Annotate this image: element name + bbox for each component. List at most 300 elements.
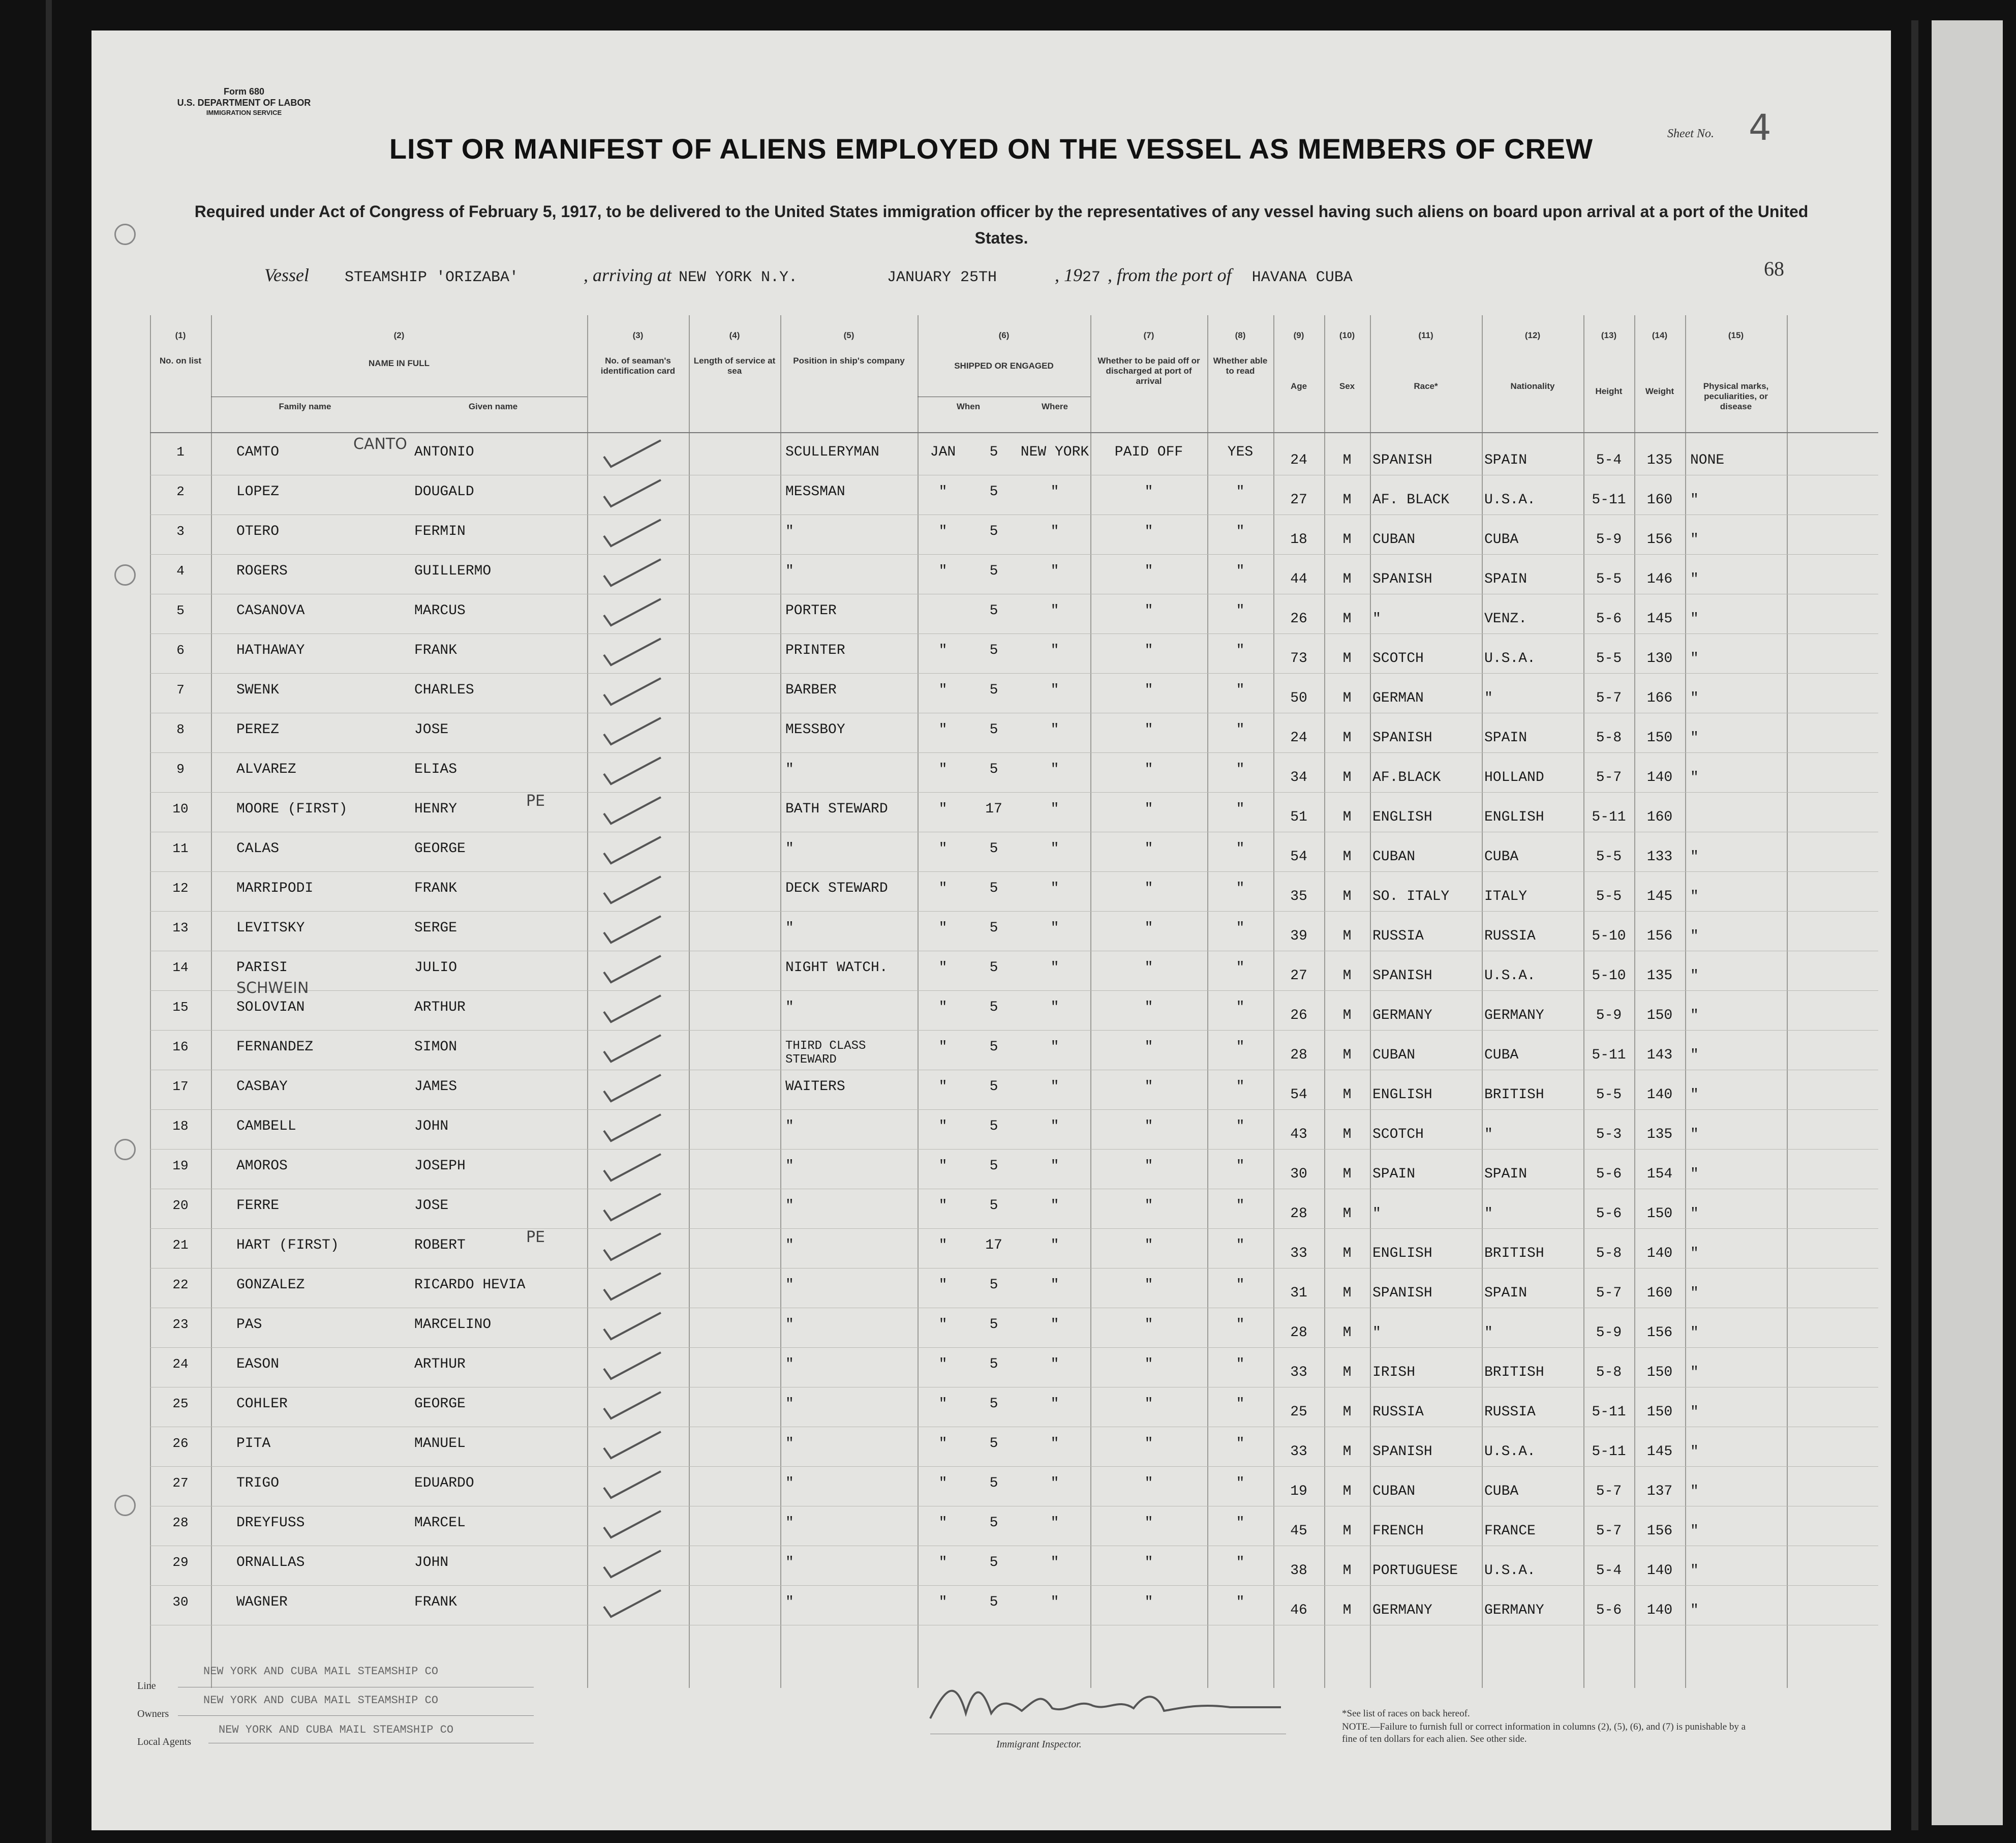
handwritten-annotation: PE — [526, 1228, 545, 1246]
position: " — [785, 524, 794, 539]
physical-marks: " — [1690, 928, 1699, 944]
check-mark — [600, 1586, 671, 1622]
shipped-where: " — [1050, 1594, 1059, 1610]
position: " — [785, 762, 794, 777]
check-mark — [600, 872, 671, 908]
shipped-where: " — [1050, 563, 1059, 579]
age: 26 — [1290, 611, 1307, 627]
paid-off: " — [1144, 1515, 1153, 1531]
handwritten-annotation: SCHWEIN — [236, 979, 309, 997]
paid-off: " — [1144, 762, 1153, 777]
position: " — [785, 1277, 794, 1293]
check-mark — [600, 1547, 671, 1582]
given-name: CHARLES — [414, 682, 474, 698]
family-name: ALVAREZ — [236, 762, 296, 777]
age: 33 — [1290, 1365, 1307, 1380]
shipped-month: " — [938, 762, 948, 777]
paid-off: " — [1144, 1237, 1153, 1253]
row-number: 1 — [176, 444, 185, 460]
paid-off: " — [1144, 563, 1153, 579]
family-name: PITA — [236, 1436, 271, 1452]
column-rule — [780, 315, 781, 1688]
shipped-month: " — [938, 1515, 948, 1531]
check-mark — [600, 1150, 671, 1186]
shipped-where: " — [1050, 1396, 1059, 1412]
age: 45 — [1290, 1523, 1307, 1539]
height: 5-5 — [1596, 1087, 1622, 1103]
inspector-label: Immigrant Inspector. — [996, 1739, 1082, 1750]
height: 5-11 — [1592, 1047, 1626, 1063]
shipped-month: " — [938, 524, 948, 539]
given-name: SIMON — [414, 1039, 457, 1055]
nationality: U.S.A. — [1484, 1444, 1536, 1460]
shipped-month: " — [938, 1436, 948, 1452]
paid-off: " — [1144, 1277, 1153, 1293]
age: 27 — [1290, 968, 1307, 984]
nationality: CUBA — [1484, 849, 1519, 865]
check-mark — [600, 912, 671, 948]
shipped-day: 5 — [989, 722, 998, 738]
column-header: Age — [1290, 381, 1307, 391]
shipped-day: 5 — [989, 960, 998, 976]
column-number: (7) — [1143, 330, 1154, 340]
table-row-rule — [150, 1228, 1878, 1229]
column-header: Nationality — [1510, 381, 1555, 391]
column-number: (14) — [1652, 330, 1668, 340]
paid-off: " — [1144, 1555, 1153, 1570]
sheet-label: Sheet No. — [1667, 127, 1714, 140]
year-prefix: , 19 — [1055, 265, 1082, 285]
check-mark — [600, 1190, 671, 1225]
shipped-month: " — [938, 841, 948, 857]
nationality: CUBA — [1484, 1484, 1519, 1499]
weight: 145 — [1646, 1444, 1673, 1460]
given-name: JULIO — [414, 960, 457, 976]
height: 5-7 — [1596, 1523, 1622, 1539]
row-number: 26 — [172, 1436, 189, 1451]
race: GERMAN — [1372, 690, 1424, 706]
sex: M — [1342, 1365, 1352, 1380]
row-number: 30 — [172, 1594, 189, 1610]
age: 54 — [1290, 1087, 1307, 1103]
row-number: 13 — [172, 920, 189, 935]
race: SPANISH — [1372, 571, 1432, 587]
paid-off: " — [1144, 960, 1153, 976]
check-mark — [600, 753, 671, 789]
sex: M — [1342, 1206, 1352, 1222]
shipped-where: " — [1050, 603, 1059, 619]
shipped-where: " — [1050, 1158, 1059, 1174]
nationality: FRANCE — [1484, 1523, 1536, 1539]
age: 25 — [1290, 1404, 1307, 1420]
column-header: Length of service at sea — [693, 356, 776, 376]
weight: 156 — [1646, 532, 1673, 548]
weight: 145 — [1646, 889, 1673, 904]
shipped-month: " — [938, 1237, 948, 1253]
position: " — [785, 1000, 794, 1015]
age: 39 — [1290, 928, 1307, 944]
position: " — [785, 1198, 794, 1214]
given-name: GEORGE — [414, 841, 466, 857]
paid-off: " — [1144, 1000, 1153, 1015]
sex: M — [1342, 730, 1352, 746]
height: 5-11 — [1592, 492, 1626, 508]
page-title: LIST OR MANIFEST OF ALIENS EMPLOYED ON THE VESSEL AS MEMBERS OF CREW — [389, 133, 1594, 165]
height: 5-5 — [1596, 849, 1622, 865]
physical-marks: " — [1690, 571, 1699, 587]
position: " — [785, 841, 794, 857]
company-stamp: NEW YORK AND CUBA MAIL STEAMSHIP CO — [203, 1694, 439, 1707]
shipped-month: " — [938, 960, 948, 976]
shipped-day: 5 — [989, 563, 998, 579]
age: 33 — [1290, 1444, 1307, 1460]
row-number: 14 — [172, 960, 189, 975]
races-note: *See list of races on back hereof. — [1342, 1708, 1470, 1719]
check-mark — [600, 952, 671, 987]
shipped-day: 5 — [989, 1158, 998, 1174]
height: 5-7 — [1596, 1484, 1622, 1499]
height: 5-9 — [1596, 1008, 1622, 1023]
column-subheader: Where — [1042, 402, 1068, 411]
sex: M — [1342, 1087, 1352, 1103]
sex: M — [1342, 1325, 1352, 1341]
column-rule — [1207, 315, 1208, 1688]
family-name: ORNALLAS — [236, 1555, 305, 1570]
position: WAITERS — [785, 1079, 845, 1095]
check-mark — [600, 1467, 671, 1503]
sex: M — [1342, 1484, 1352, 1499]
race: " — [1372, 1325, 1381, 1341]
row-number: 27 — [172, 1475, 189, 1491]
position: BARBER — [785, 682, 837, 698]
physical-marks: " — [1690, 1127, 1699, 1142]
sheet-number: 4 — [1749, 107, 1771, 148]
position: MESSBOY — [785, 722, 845, 738]
row-number: 5 — [176, 603, 185, 618]
age: 50 — [1290, 690, 1307, 706]
column-header: Race* — [1414, 381, 1438, 391]
physical-marks: " — [1690, 889, 1699, 904]
race: CUBAN — [1372, 1484, 1416, 1499]
shipped-month: " — [938, 920, 948, 936]
given-name: FRANK — [414, 1594, 457, 1610]
height: 5-6 — [1596, 1166, 1622, 1182]
race: FRENCH — [1372, 1523, 1424, 1539]
paid-off: " — [1144, 841, 1153, 857]
able-to-read: " — [1236, 1436, 1245, 1452]
family-name: FERRE — [236, 1198, 280, 1214]
check-mark — [600, 991, 671, 1027]
nationality: RUSSIA — [1484, 928, 1536, 944]
race: SO. ITALY — [1372, 889, 1450, 904]
column-rule — [689, 315, 690, 1688]
row-number: 6 — [176, 643, 185, 658]
family-name: MARRIPODI — [236, 881, 314, 896]
check-mark — [600, 1031, 671, 1067]
able-to-read: " — [1236, 1000, 1245, 1015]
age: 73 — [1290, 651, 1307, 667]
paid-off: " — [1144, 1356, 1153, 1372]
able-to-read: " — [1236, 960, 1245, 976]
physical-marks: " — [1690, 492, 1699, 508]
physical-marks: " — [1690, 1444, 1699, 1460]
nationality: U.S.A. — [1484, 1563, 1536, 1579]
shipped-month: " — [938, 1039, 948, 1055]
family-name: SWENK — [236, 682, 280, 698]
physical-marks: " — [1690, 1008, 1699, 1023]
table-row-rule — [150, 1466, 1878, 1467]
row-number: 12 — [172, 881, 189, 896]
race: SPANISH — [1372, 730, 1432, 746]
row-number: 21 — [172, 1237, 189, 1253]
able-to-read: " — [1236, 1277, 1245, 1293]
family-name: OTERO — [236, 524, 280, 539]
row-number: 2 — [176, 484, 185, 499]
shipped-day: 17 — [985, 801, 1002, 817]
nationality: " — [1484, 690, 1493, 706]
column-number: (13) — [1601, 330, 1617, 340]
shipped-where: NEW YORK — [1020, 444, 1089, 460]
row-number: 16 — [172, 1039, 189, 1054]
arriving-label: , arriving at — [583, 265, 671, 285]
able-to-read: " — [1236, 1475, 1245, 1491]
sex: M — [1342, 651, 1352, 667]
family-name: TRIGO — [236, 1475, 280, 1491]
shipped-where: " — [1050, 484, 1059, 500]
position: MESSMAN — [785, 484, 845, 500]
weight: 140 — [1646, 1563, 1673, 1579]
shipped-where: " — [1050, 920, 1059, 936]
physical-marks: " — [1690, 1523, 1699, 1539]
sex: M — [1342, 1523, 1352, 1539]
race: ENGLISH — [1372, 1087, 1432, 1103]
weight: 140 — [1646, 1603, 1673, 1618]
age: 30 — [1290, 1166, 1307, 1182]
race: SCOTCH — [1372, 651, 1424, 667]
check-mark — [600, 1388, 671, 1424]
table-row-rule — [150, 990, 1878, 991]
shipped-month: " — [938, 1356, 948, 1372]
race: CUBAN — [1372, 532, 1416, 548]
shipped-where: " — [1050, 524, 1059, 539]
position: " — [785, 563, 794, 579]
sex: M — [1342, 571, 1352, 587]
shipped-day: 5 — [989, 1555, 998, 1570]
race: SPANISH — [1372, 1285, 1432, 1301]
family-name: CASBAY — [236, 1079, 288, 1095]
age: 26 — [1290, 1008, 1307, 1023]
family-name: WAGNER — [236, 1594, 288, 1610]
check-mark — [600, 1309, 671, 1344]
shipped-where: " — [1050, 1317, 1059, 1333]
column-number: (3) — [632, 330, 644, 340]
shipped-month: " — [938, 801, 948, 817]
shipped-day: 5 — [989, 1277, 998, 1293]
physical-marks: " — [1690, 849, 1699, 865]
shipped-month: " — [938, 1317, 948, 1333]
able-to-read: YES — [1227, 444, 1254, 460]
check-mark — [600, 1229, 671, 1265]
height: 5-11 — [1592, 1444, 1626, 1460]
column-rule — [1685, 315, 1686, 1688]
row-number: 25 — [172, 1396, 189, 1411]
department: U.S. DEPARTMENT OF LABOR — [177, 98, 311, 108]
paid-off: " — [1144, 1396, 1153, 1412]
race: SPAIN — [1372, 1166, 1416, 1182]
position: " — [785, 1436, 794, 1452]
weight: 143 — [1646, 1047, 1673, 1063]
shipped-day: 5 — [989, 841, 998, 857]
sex: M — [1342, 1246, 1352, 1261]
able-to-read: " — [1236, 1555, 1245, 1570]
able-to-read: " — [1236, 1039, 1245, 1055]
weight: 150 — [1646, 1008, 1673, 1023]
given-name: MARCELINO — [414, 1317, 492, 1333]
table-row-rule — [150, 752, 1878, 753]
weight: 130 — [1646, 651, 1673, 667]
physical-marks: " — [1690, 611, 1699, 627]
sex: M — [1342, 1444, 1352, 1460]
height: 5-8 — [1596, 1365, 1622, 1380]
shipped-month: " — [938, 563, 948, 579]
shipped-where: " — [1050, 1039, 1059, 1055]
age: 51 — [1290, 809, 1307, 825]
check-mark — [600, 833, 671, 868]
shipped-where: " — [1050, 1555, 1059, 1570]
paid-off: " — [1144, 1119, 1153, 1134]
check-mark — [600, 436, 671, 472]
crew-table — [150, 315, 1878, 1688]
shipped-where: " — [1050, 881, 1059, 896]
column-number: (1) — [175, 330, 186, 340]
height: 5-9 — [1596, 532, 1622, 548]
physical-marks: " — [1690, 1285, 1699, 1301]
weight: 146 — [1646, 571, 1673, 587]
nationality: " — [1484, 1127, 1493, 1142]
height: 5-7 — [1596, 690, 1622, 706]
physical-marks: " — [1690, 651, 1699, 667]
given-name: RICARDO HEVIA — [414, 1277, 526, 1293]
shipped-day: 5 — [989, 762, 998, 777]
vessel-label: Vessel — [264, 265, 309, 285]
column-header: Height — [1595, 386, 1623, 396]
shipped-month: " — [938, 1158, 948, 1174]
sex: M — [1342, 611, 1352, 627]
family-name: CASANOVA — [236, 603, 305, 619]
able-to-read: " — [1236, 1356, 1245, 1372]
paid-off: " — [1144, 722, 1153, 738]
paid-off: " — [1144, 1079, 1153, 1095]
column-rule — [918, 315, 919, 1688]
check-mark — [600, 1110, 671, 1146]
age: 27 — [1290, 492, 1307, 508]
family-name: CAMBELL — [236, 1119, 296, 1134]
column-number: (9) — [1293, 330, 1304, 340]
paid-off: " — [1144, 603, 1153, 619]
row-number: 23 — [172, 1317, 189, 1332]
position: BATH STEWARD — [785, 801, 888, 817]
check-mark — [600, 555, 671, 591]
column-header: Sex — [1339, 381, 1355, 391]
height: 5-11 — [1592, 809, 1626, 825]
paid-off: " — [1144, 1436, 1153, 1452]
physical-marks: NONE — [1690, 452, 1725, 468]
weight: 145 — [1646, 611, 1673, 627]
table-row-rule — [150, 1585, 1878, 1586]
sex: M — [1342, 1008, 1352, 1023]
height: 5-4 — [1596, 1563, 1622, 1579]
physical-marks: " — [1690, 1206, 1699, 1222]
column-header: NAME IN FULL — [369, 358, 430, 368]
check-mark — [600, 674, 671, 710]
able-to-read: " — [1236, 682, 1245, 698]
age: 18 — [1290, 532, 1307, 548]
weight: 156 — [1646, 1325, 1673, 1341]
height: 5-8 — [1596, 730, 1622, 746]
shipped-where: " — [1050, 960, 1059, 976]
shipped-month: " — [938, 1198, 948, 1214]
column-rule — [1482, 315, 1483, 1688]
column-subheader: Family name — [279, 402, 331, 411]
binding-edge — [46, 0, 52, 1843]
paid-off: " — [1144, 1475, 1153, 1491]
given-name: FRANK — [414, 881, 457, 896]
shipped-day: 5 — [989, 484, 998, 500]
able-to-read: " — [1236, 920, 1245, 936]
race: CUBAN — [1372, 849, 1416, 865]
shipped-day: 5 — [989, 1475, 998, 1491]
age: 24 — [1290, 452, 1307, 468]
vessel-name: STEAMSHIP 'ORIZABA' — [344, 269, 519, 286]
able-to-read: " — [1236, 762, 1245, 777]
race: GERMANY — [1372, 1008, 1432, 1023]
row-number: 18 — [172, 1119, 189, 1134]
physical-marks: " — [1690, 1087, 1699, 1103]
family-name: SOLOVIAN — [236, 1000, 305, 1015]
physical-marks: " — [1690, 1365, 1699, 1380]
nationality: SPAIN — [1484, 571, 1528, 587]
family-name: AMOROS — [236, 1158, 288, 1174]
row-number: 4 — [176, 563, 185, 579]
check-mark — [600, 714, 671, 749]
arriving-port: NEW YORK N.Y. — [679, 269, 798, 286]
column-header: Weight — [1645, 386, 1674, 396]
column-rule — [1273, 315, 1274, 1688]
given-name: FERMIN — [414, 524, 466, 539]
sex: M — [1342, 809, 1352, 825]
sex: M — [1342, 1047, 1352, 1063]
table-row-rule — [150, 911, 1878, 912]
shipped-where: " — [1050, 762, 1059, 777]
nationality: BRITISH — [1484, 1246, 1544, 1261]
race: AF.BLACK — [1372, 770, 1441, 785]
shipped-where: " — [1050, 1119, 1059, 1134]
paid-off: " — [1144, 881, 1153, 896]
penalty-note: NOTE.—Failure to furnish full or correct information in columns (2), (5), (6), and (7) is punishable by a fine of ten dollars for each alien. See other side. — [1342, 1721, 1746, 1744]
family-name: PARISI — [236, 960, 288, 976]
given-name: JOHN — [414, 1119, 449, 1134]
given-name: ELIAS — [414, 762, 457, 777]
owners-label: Owners — [137, 1708, 169, 1719]
arrival-date: JANUARY 25TH — [887, 269, 997, 286]
family-name: PEREZ — [236, 722, 280, 738]
position: THIRD CLASS STEWARD — [785, 1039, 866, 1067]
physical-marks: " — [1690, 770, 1699, 785]
sex: M — [1342, 492, 1352, 508]
family-name: LEVITSKY — [236, 920, 305, 936]
sex: M — [1342, 1285, 1352, 1301]
height: 5-3 — [1596, 1127, 1622, 1142]
